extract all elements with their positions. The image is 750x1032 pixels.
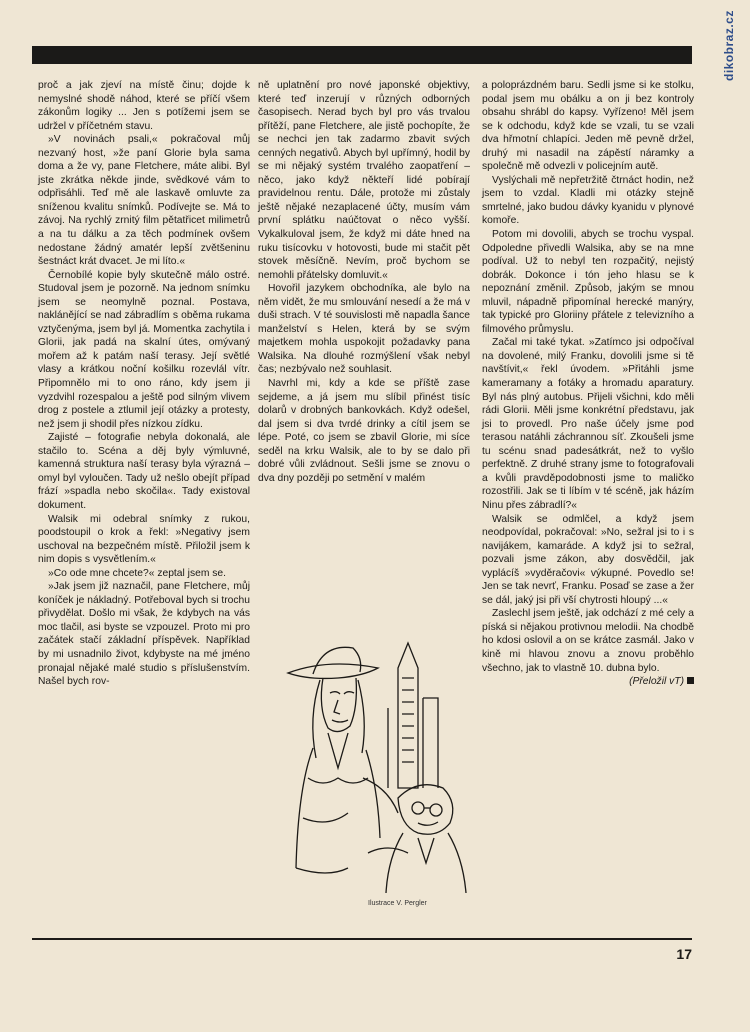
- end-mark-icon: [687, 677, 694, 684]
- header-bar: [32, 46, 692, 64]
- column-1: [38, 79, 250, 689]
- paragraph: »Co ode mne chcete?« zeptal jsem se.: [48, 567, 227, 579]
- translator-text: (Přeložil vT): [629, 676, 684, 688]
- paragraph: Zaslechl jsem ještě, jak odchází z mé cely a píská si nějakou protivnou melodii. Na chodbě ho kdosi oslovil a on se krátce zasmál. Jako v kině mi hlavou znovu a znovu proběhlo všechno, jak to vlastně 10. dubna bylo.: [482, 608, 694, 674]
- paragraph: Začal mi také tykat. »Zatímco jsi odpočíval na dovolené, milý Franku, dovolili jsme si tě navštívit,« řekl úvodem. »Přitáhli jsme kameramany a fotáky a hromadu aparatury. Byl nás plný autobus. Přijeli všichni, kdo měli rádi Glorii. Měli jsme konkrétní představu, jak jsi to provedl. Pro naše účely jsme pod terasou natáhli záchrannou síť. Zkoušeli jsme tu scénu snad padesátkrát, než to vyšlo perfektně. Z druhé strany jsme to fotografovali a kvůli pravděpodobnosti jsme to maličko rozostřili. Jak se ti líbím v té scéně, jak házím Ninu přes zábradlí?«: [482, 337, 694, 511]
- paragraph: Navrhl mi, kdy a kde se příště zase sejdeme, a já jsem mu slíbil přinést tisíc dolarů v drobných bankovkách. Když odešel, dal jsem si dva tvrdé drinky a cítil jsem se lépe. Poté, co jsem se zbavil Glorie, mi síce seděl na krku Walsik, ale to by se dalo při dobré vůli zvládnout. Sešli jsme se znovu o dva dny později po setmění v malém: [258, 378, 470, 484]
- paragraph: Vyslýchali mě nepřetržitě čtrnáct hodin, než jsem to vzdal. Kladli mi otázky stejně smrtelné, jako budou dávky kyanidu v plynové komoře.: [482, 174, 694, 227]
- paragraph: Potom mi dovolili, abych se trochu vyspal. Odpoledne přivedli Walsika, aby se na mne podíval. Už to nebyl ten rozpačitý, nejistý dobrák. Dokonce i tón jeho hlasu se k nepoznání změnil. Způsob, jakým se mnou mluvil, nápadně připomínal herecké manýry, tak typické pro Gloriiny přátele z televizního a filmového průmyslu.: [482, 229, 694, 335]
- page-number: 17: [676, 946, 692, 962]
- paragraph: Walsik se odmlčel, a když jsem neodpovídal, pokračoval: »No, sežral jsi to i s navijákem, kamaráde. A když jsi to sežral, pozvali jsme zákon, aby dosvědčil, jak vyplácíš »vyděračovi« výkupné. Povedlo se! Jen se tak nevrť, Franku. Posaď se zase a žer se dál, jaký jsi při vší chytrosti hloupý ...«: [482, 513, 694, 606]
- paragraph: »Jak jsem již naznačil, pane Fletchere, můj koníček je nákladný. Potřeboval bych si trochu přivydělat. Došlo mi však, že kdybych na vás moc tlačil, asi byste se vzpouzel. Proto mi pro začátek stačí základní příspěvek. Například by mi usnadnilo život, kdybyste na mé jméno pronajal nějaké malé studio s příslušenstvím. Našel bych rov-: [38, 581, 250, 688]
- translator-credit: [482, 675, 694, 689]
- paragraph: Walsik mi odebral snímky z rukou, poodstoupil o krok a řekl: »Negativy jsem uschoval na bezpečném místě. Přiložil jsem k nim dopis s vysvětlením.«: [38, 513, 250, 566]
- paragraph: a poloprázdném baru. Sedli jsme si ke stolku, podal jsem mu obálku a on ji bez kontroly obsahu shrábl do kapsy. Vyřízeno! Měl jsem se k odchodu, když kde se vzali, tu se vzali dva hřmotní chlapíci. Jeden mě pevně držel, druhý mi nasadil na zápěstí náramky a společně mě odvezli v policejním autě.: [482, 80, 694, 173]
- watermark: dikobraz.cz: [722, 10, 736, 81]
- cartoon-illustration: [268, 638, 473, 898]
- footer-rule: [32, 938, 692, 940]
- paragraph: ně uplatnění pro nové japonské objektivy, které teď inzerují v různých odborných časopisech. Nerad bych byl pro vás trvalou přítěží, pane Fletchere, ale jistě pochopíte, že se nechci jen tak zadarmo zbavit svých cenných negativů. Abych byl upřímný, hodil by se mi nějaký systém trvalého zaopatření – něco, jako když někteří lidé pobírají pravidelnou rentu. Dále, protože mi zůstaly ještě nějaké nezaplacené účty, musím vám první splátku naúčtovat o něco vyšší. Vykalkuloval jsem, že když mi dáte hned na ruku tisícovku v hotovosti, bude mi stačit pět stovek měsíčně. Nevím, proč bychom se nemohli přátelsky domluvit.«: [258, 80, 470, 281]
- column-3: [482, 79, 694, 689]
- illustration-credit: Ilustrace V. Pergler: [368, 900, 427, 907]
- paragraph: Zajisté – fotografie nebyla dokonalá, ale stačilo to. Scéna a děj byly výmluvné, kamenná struktura naší terasy byla výrazná – omyl byl vyloučen. Tady už nešlo obejít případ frází »spadla nebo skočila«. Tady existoval dokument.: [38, 432, 250, 511]
- paragraph: Hovořil jazykem obchodníka, ale bylo na něm vidět, že mu smlouvání nesedí a že má v duši strach. V té souvislosti mě napadla šance manželství s Helen, která by se svým majetkem mohla uspokojit požadavky pana Walsika. Na dlouhé rozmýšlení však nebyl čas; nezbývalo než souhlasit.: [258, 283, 470, 376]
- paragraph: »V novinách psali,« pokračoval můj nezvaný host, »že paní Glorie byla sama doma a že vy, pane Fletchere, máte alibi. Byl jste zkrátka někde jinde, svědkové vám to odpřisáhli. Teď mě ale laskavě omluvte za sníženou kvalitu snímků. Podívejte se. Má to závoj. Na rychlý zrnitý film pětatřicet milimetrů a na tu dálku a za těch podmínek ovšem nedostane žádný amatér lepší zvětšeninu šestnáct krát dvacet. Je mi líto.«: [38, 134, 250, 268]
- paragraph: Černobílé kopie byly skutečně málo ostré. Studoval jsem je pozorně. Na jednom snímku jsem se neomylně poznal. Postava, naklánějící se nad zábradlím s oběma rukama vztyčenýma, jsem byl já. Momentka zachytila i Glorii, jak padá na skalní útes, omývaný mořem až k patám naší terasy. Její světlé vlasy a krátkou noční košilku rozevlál vítr. Připomnělo mi to ono ráno, kdy jsem ji vyzdvihl rozespalou a ještě pod silným vlivem drog z postele a ztlumil její otázky a protesty, než jsem ji shodil přes nízkou zídku.: [38, 269, 250, 430]
- column-2: [258, 79, 470, 485]
- paragraph: proč a jak zjeví na místě činu; dojde k nemyslné shodě náhod, které se příčí všem zákonům logiky ... Jen s potížemi jsem se udržel v příčetném stavu.: [38, 80, 250, 132]
